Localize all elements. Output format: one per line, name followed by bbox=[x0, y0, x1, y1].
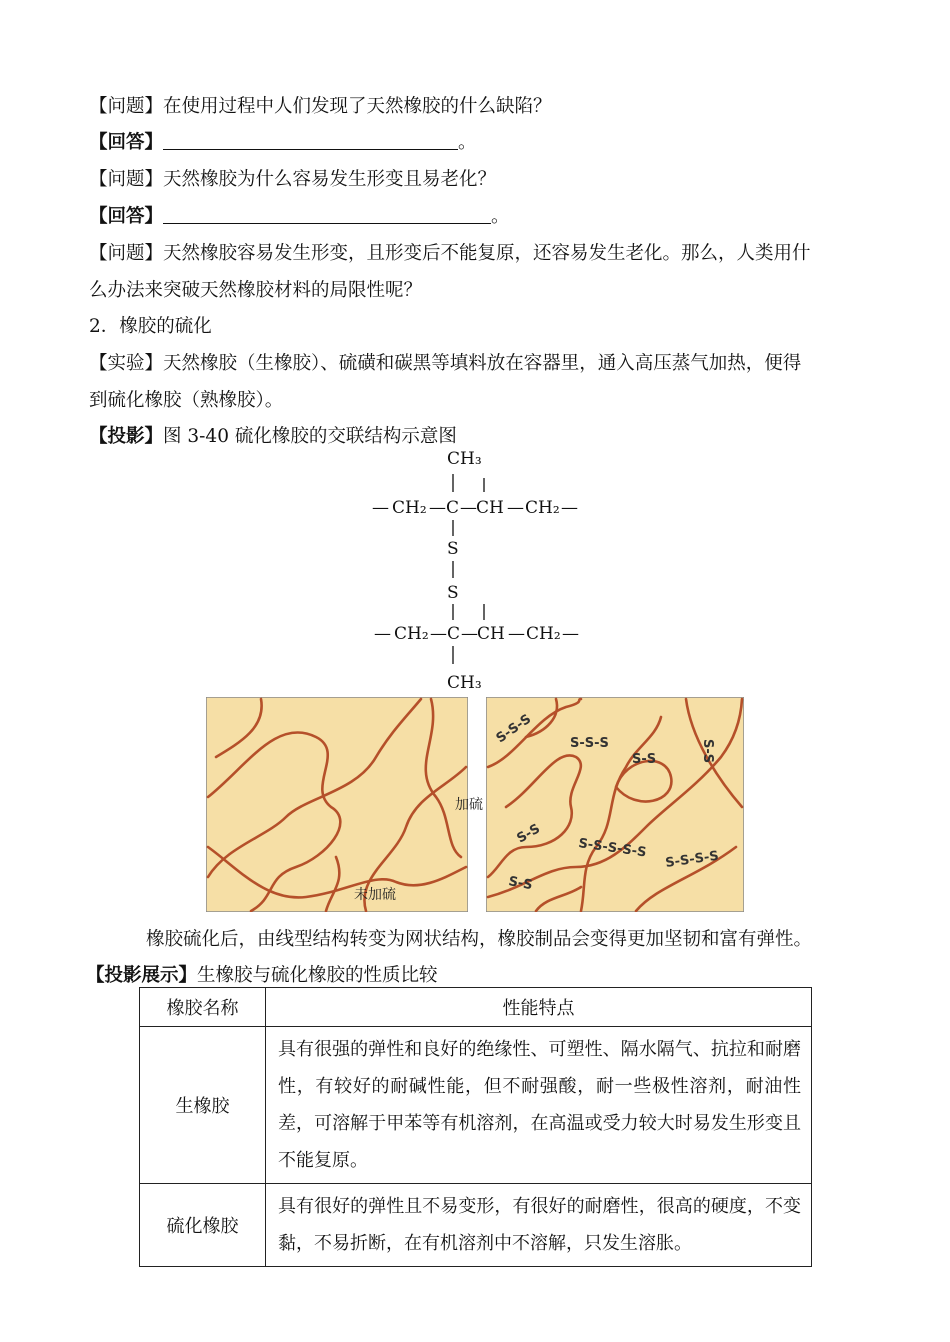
unvulcanized-label: 未加硫 bbox=[354, 887, 396, 903]
svg-text:—: — bbox=[461, 624, 478, 644]
svg-text:—: — bbox=[429, 498, 446, 518]
bridge-8: S-S bbox=[507, 874, 534, 894]
table-row bbox=[140, 1184, 812, 1267]
svg-text:—: — bbox=[561, 498, 578, 518]
unvulcanized-rubber-panel bbox=[206, 697, 468, 912]
vulcanized-rubber-panel bbox=[486, 697, 744, 912]
bridge-1: S-S-S bbox=[493, 711, 535, 747]
svg-text:—: — bbox=[460, 498, 477, 518]
svg-text:—: — bbox=[507, 498, 524, 518]
bridge-5: S-S bbox=[514, 821, 543, 847]
header-rubber-name: 橡胶名称 bbox=[140, 988, 266, 1027]
crosslink-structure-diagram bbox=[370, 448, 590, 698]
question-1: 【问题】在使用过程中人们发现了天然橡胶的什么缺陷？ bbox=[89, 96, 552, 117]
ch-top: CH bbox=[476, 498, 504, 518]
row-name: 硫化橡胶 bbox=[140, 1184, 266, 1267]
header-properties: 性能特点 bbox=[266, 988, 812, 1027]
sulfur-1: S bbox=[447, 539, 459, 559]
property-comparison-table bbox=[139, 987, 812, 1267]
answer-2: 【回答】 。 bbox=[89, 206, 510, 227]
svg-text:—: — bbox=[508, 624, 525, 644]
section-heading: 2．橡胶的硫化 bbox=[89, 316, 212, 337]
vulcanized-arrow-label: 加硫 bbox=[455, 797, 483, 813]
bridge-4: S-S bbox=[700, 739, 715, 764]
conclusion: 橡胶硫化后，由线型结构转变为网状结构，橡胶制品会变得更加坚韧和富有弹性。 bbox=[146, 929, 813, 950]
row-desc: 具有很强的弹性和良好的绝缘性、可塑性、隔水隔气、抗拉和耐磨性，有较好的耐碱性能，但不耐强酸，耐一些极性溶剂，耐油性差，可溶解于甲苯等有机溶剂，在高温或受力较大时易发生形变且不能复原。 bbox=[266, 1027, 812, 1184]
projection-display: 【投影展示】生橡胶与硫化橡胶的性质比较 bbox=[86, 965, 438, 986]
bridge-6: S-S-S-S-S bbox=[577, 836, 648, 861]
methyl-top: CH₃ bbox=[447, 449, 482, 469]
answer-blank-1[interactable] bbox=[163, 131, 458, 150]
answer-blank-2[interactable] bbox=[163, 205, 491, 224]
svg-text:—: — bbox=[372, 498, 389, 518]
bridge-2: S-S-S bbox=[570, 736, 609, 751]
table-row bbox=[140, 1027, 812, 1184]
svg-text:—: — bbox=[374, 624, 391, 644]
carbon-top: C bbox=[446, 498, 460, 518]
ch2-bottom-right: CH₂ bbox=[526, 624, 561, 644]
methyl-bottom: CH₃ bbox=[447, 673, 482, 693]
ch2-top-left: CH₂ bbox=[392, 498, 427, 518]
ch2-top-right: CH₂ bbox=[525, 498, 560, 518]
bridge-7: S-S-S-S bbox=[664, 848, 720, 871]
sulfur-2: S bbox=[447, 583, 459, 603]
table-header-row bbox=[140, 988, 812, 1027]
carbon-bottom: C bbox=[447, 624, 461, 644]
svg-text:—: — bbox=[430, 624, 447, 644]
experiment: 【实验】天然橡胶（生橡胶）、硫磺和碳黑等填料放在容器里，通入高压蒸气加热，便得 bbox=[89, 353, 802, 374]
row-name: 生橡胶 bbox=[140, 1027, 266, 1184]
svg-text:—: — bbox=[562, 624, 579, 644]
ch-bottom: CH bbox=[477, 624, 505, 644]
question-3: 【问题】天然橡胶容易发生形变，且形变后不能复原，还容易发生老化。那么，人类用什 bbox=[89, 243, 811, 264]
answer-1: 【回答】 。 bbox=[89, 132, 477, 153]
row-desc: 具有很好的弹性且不易变形，有很好的耐磨性，很高的硬度，不变黏，不易折断，在有机溶剂中不溶解，只发生溶胀。 bbox=[266, 1184, 812, 1267]
question-3-cont: 么办法来突破天然橡胶材料的局限性呢？ bbox=[89, 280, 423, 301]
bridge-3: S-S bbox=[632, 752, 657, 767]
projection-caption: 【投影】图 3-40 硫化橡胶的交联结构示意图 bbox=[89, 426, 457, 447]
question-2: 【问题】天然橡胶为什么容易发生形变且易老化？ bbox=[89, 169, 497, 190]
experiment-cont: 到硫化橡胶（熟橡胶）。 bbox=[89, 390, 284, 411]
ch2-bottom-left: CH₂ bbox=[394, 624, 429, 644]
